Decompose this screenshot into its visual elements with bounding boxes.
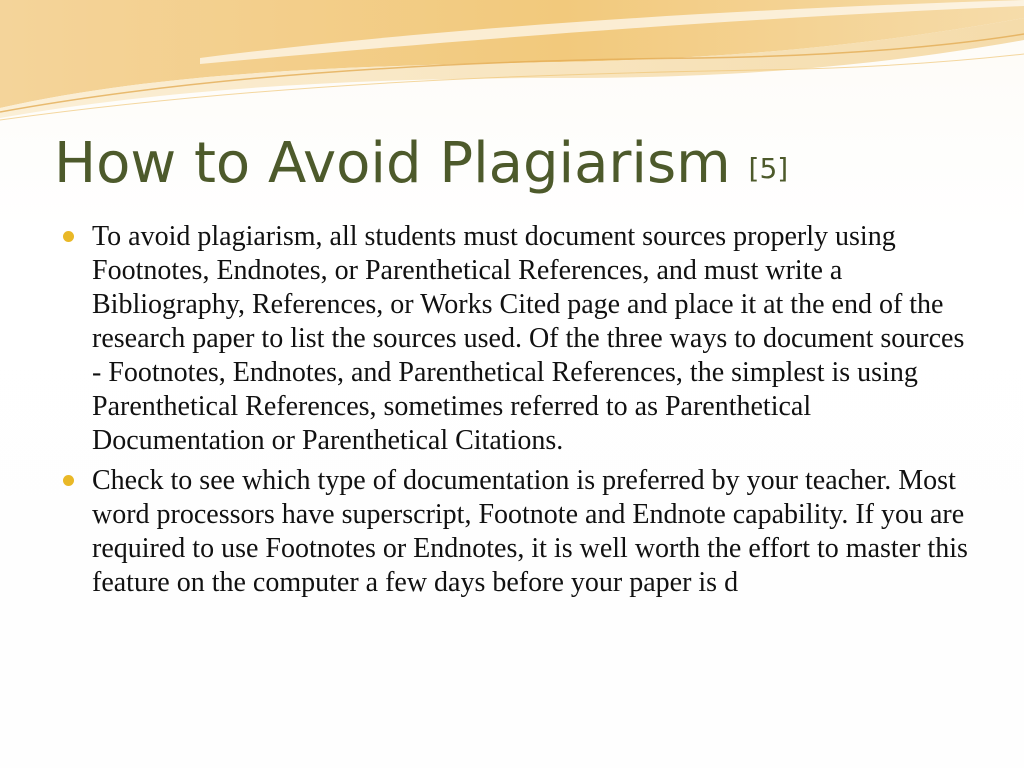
slide-title (54, 128, 788, 205)
bullet-dot-icon (63, 475, 74, 486)
bullet-text: To avoid plagiarism, all students must document sources properly using Footnotes, Endnotes, or Parenthetical References, and must write a Bibliography, References, or Works Cited page and place it at the end of the research paper to list the sources used. Of the three ways to document sources - Footnotes, Endnotes, and Parenthetical References, the simplest is using Parenthetical References, sometimes referred to as Parenthetical Documentation or Parenthetical Citations. (92, 221, 965, 456)
slide-title-text: How to Avoid Plagiarism (54, 131, 731, 196)
bullet-list (92, 220, 972, 606)
decorative-wave-banner (0, 0, 1024, 130)
bullet-item (92, 220, 972, 458)
title-reference: [5] (748, 152, 789, 185)
bullet-item (92, 464, 972, 600)
bullet-dot-icon (63, 231, 74, 242)
bullet-text: Check to see which type of documentation is preferred by your teacher. Most word processors have superscript, Footnote and Endnote capability. If you are required to use Footnotes or Endnotes, it is well worth the effort to master this feature on the computer a few days before your paper is d (92, 465, 968, 598)
